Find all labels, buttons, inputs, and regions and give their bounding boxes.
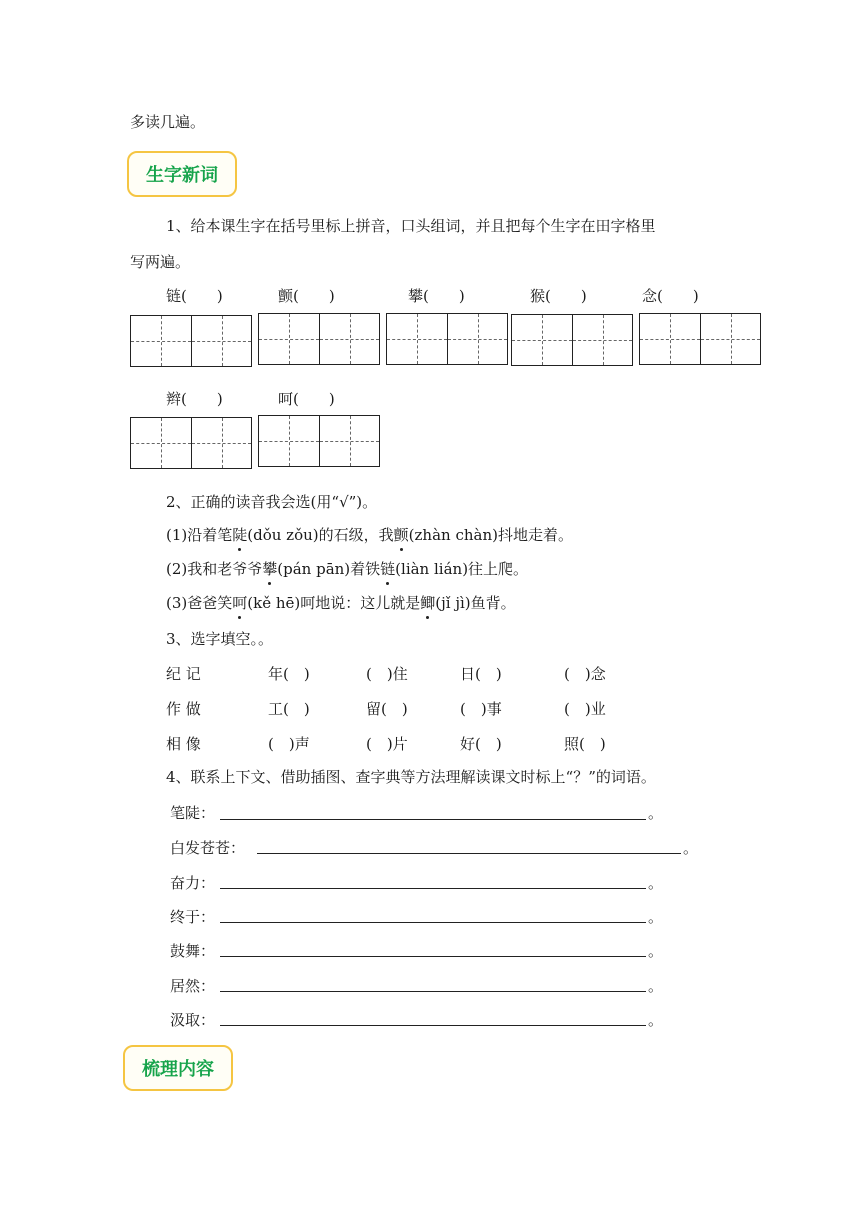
q4-term: 汲取： [170, 1011, 216, 1029]
end-mark: 。 [683, 839, 699, 857]
q3-title: 3、选字填空。。 [166, 630, 274, 648]
q2-sentence-2: (2)我和老爷爷攀(pán pān)着铁链(liàn lián)往上爬。 [166, 560, 529, 578]
q3-blank[interactable]: 年( ) [268, 665, 310, 683]
q4-title: 4、联系上下文、借助插图、查字典等方法理解读课文时标上“？”的词语。 [166, 768, 656, 786]
intro-text: 多读几遍。 [130, 113, 206, 131]
q3-char-pair: 相 像 [166, 735, 201, 753]
q3-char-pair: 纪 记 [166, 665, 201, 683]
q3-blank[interactable]: 好( ) [460, 735, 502, 753]
q3-blank[interactable]: 日( ) [460, 665, 502, 683]
q2-sentence-3: (3)爸爸笑呵(kě hē)呵地说：这儿就是鲫(jǐ jì)鱼背。 [166, 594, 516, 612]
q3-blank[interactable]: ( )事 [460, 700, 502, 718]
writing-grid[interactable] [386, 313, 508, 365]
char-label: 呵( ) [278, 390, 335, 408]
answer-line[interactable] [257, 853, 681, 854]
q3-blank[interactable]: 留( ) [366, 700, 408, 718]
q4-term: 终于： [170, 908, 216, 926]
q3-blank[interactable]: 工( ) [268, 700, 310, 718]
q1-instruction-line2: 写两遍。 [130, 253, 191, 271]
section-tag-organize-content: 梳理内容 [123, 1045, 233, 1091]
section-tag-new-words: 生字新词 [127, 151, 237, 197]
end-mark: 。 [648, 908, 664, 926]
answer-line[interactable] [220, 888, 646, 889]
char-label: 链( ) [166, 287, 223, 305]
q3-char-pair: 作 做 [166, 700, 201, 718]
answer-line[interactable] [220, 922, 646, 923]
q3-blank[interactable]: ( )片 [366, 735, 408, 753]
q2-title: 2、正确的读音我会选(用“√”)。 [166, 493, 378, 511]
char-label: 攀( ) [408, 287, 465, 305]
q1-instruction-line1: 1、给本课生字在括号里标上拼音，口头组词，并且把每个生字在田字格里 [166, 217, 656, 235]
q3-blank[interactable]: ( )声 [268, 735, 310, 753]
q4-term: 鼓舞： [170, 942, 216, 960]
answer-line[interactable] [220, 819, 646, 820]
writing-grid[interactable] [511, 314, 633, 366]
answer-line[interactable] [220, 1025, 646, 1026]
writing-grid[interactable] [258, 415, 380, 467]
writing-grid[interactable] [130, 315, 252, 367]
q4-term: 笔陡： [170, 804, 216, 822]
q4-term: 奋力： [170, 874, 216, 892]
char-label: 念( ) [642, 287, 699, 305]
char-label: 颤( ) [278, 287, 335, 305]
q3-blank[interactable]: 照( ) [564, 735, 606, 753]
writing-grid[interactable] [130, 417, 252, 469]
q4-term: 居然： [170, 977, 216, 995]
answer-line[interactable] [220, 991, 646, 992]
q4-term: 白发苍苍： [170, 839, 246, 857]
writing-grid[interactable] [258, 313, 380, 365]
end-mark: 。 [648, 977, 664, 995]
end-mark: 。 [648, 1011, 664, 1029]
end-mark: 。 [648, 874, 664, 892]
end-mark: 。 [648, 942, 664, 960]
q2-sentence-1: (1)沿着笔陡(dǒu zǒu)的石级，我颤(zhàn chàn)抖地走着。 [166, 526, 573, 544]
writing-grid[interactable] [639, 313, 761, 365]
answer-line[interactable] [220, 956, 646, 957]
q3-blank[interactable]: ( )业 [564, 700, 606, 718]
char-label: 辫( ) [166, 390, 223, 408]
end-mark: 。 [648, 804, 664, 822]
q3-blank[interactable]: ( )住 [366, 665, 408, 683]
q3-blank[interactable]: ( )念 [564, 665, 606, 683]
char-label: 猴( ) [530, 287, 587, 305]
